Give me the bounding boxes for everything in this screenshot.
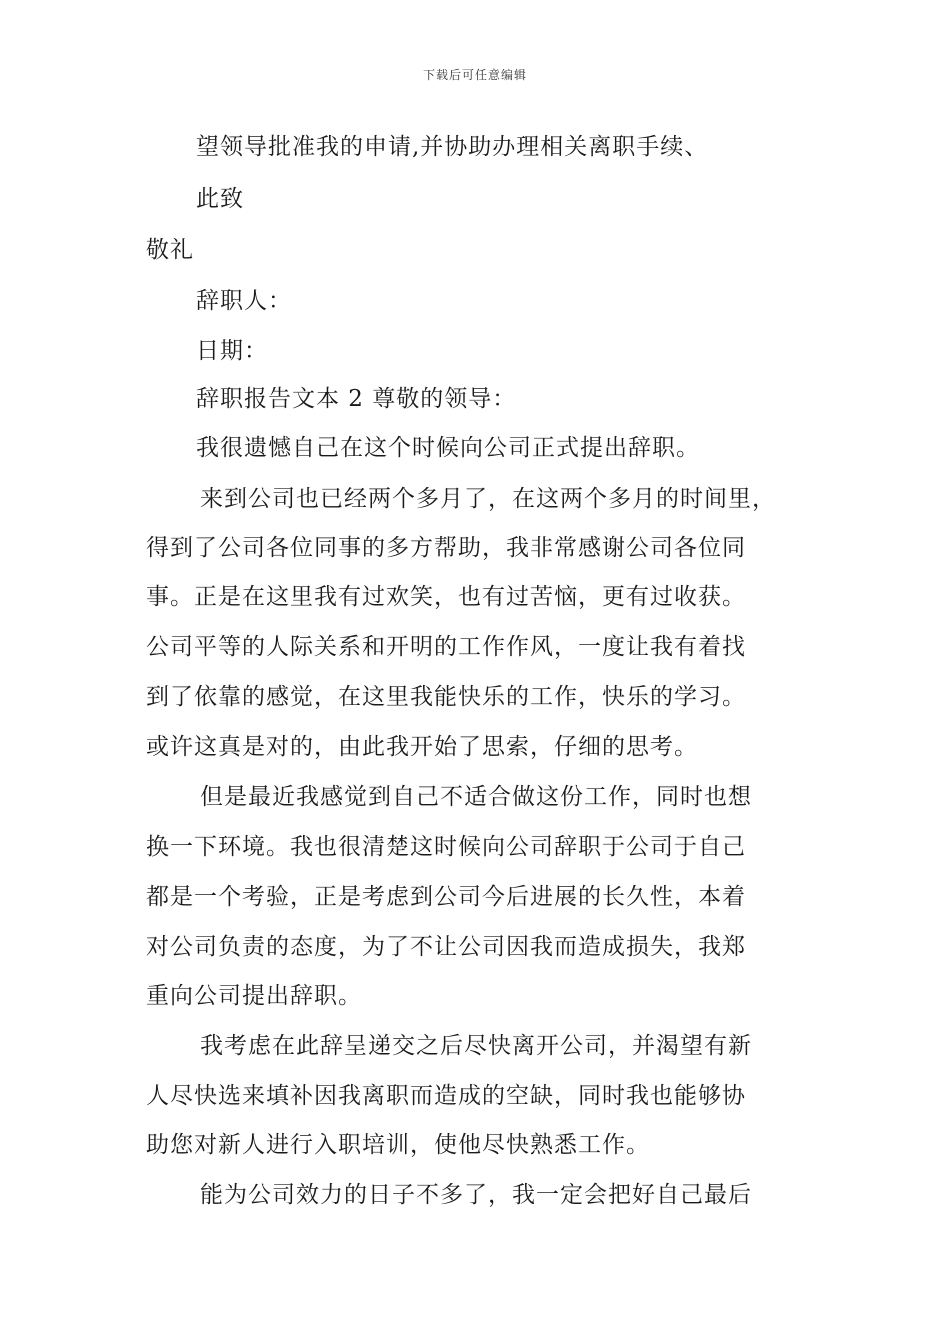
- body-line: 来到公司也已经两个多月了，在这两个多月的时间里，: [200, 486, 776, 512]
- body-line: 人尽快选来填补因我离职而造成的空缺，同时我也能够协: [146, 1083, 746, 1109]
- body-line: 都是一个考验，正是考虑到公司今后进展的长久性，本着: [146, 884, 746, 910]
- body-line: 换一下环境。我也很清楚这时候向公司辞职于公司于自己: [146, 834, 746, 860]
- body-line: 公司平等的人际关系和开明的工作作风，一度让我有着找: [146, 634, 746, 660]
- body-line: 此致: [196, 186, 244, 212]
- body-line: 助您对新人进行入职培训，使他尽快熟悉工作。: [146, 1132, 650, 1158]
- body-line: 得到了公司各位同事的多方帮助，我非常感谢公司各位同: [146, 535, 746, 561]
- body-line: 重向公司提出辞职。: [146, 983, 362, 1009]
- body-line: 日期：: [196, 338, 268, 364]
- body-line: 但是最近我感觉到自己不适合做这份工作，同时也想: [200, 784, 752, 810]
- page-header: 下载后可任意编辑: [422, 68, 527, 82]
- body-line: 或许这真是对的，由此我开始了思索，仔细的思考。: [146, 734, 698, 760]
- body-line: 我考虑在此辞呈递交之后尽快离开公司，并渴望有新: [200, 1033, 752, 1059]
- body-line: 事。正是在这里我有过欢笑，也有过苦恼，更有过收获。: [146, 584, 746, 610]
- body-line: 我很遗憾自己在这个时候向公司正式提出辞职。: [196, 435, 700, 461]
- body-line: 能为公司效力的日子不多了，我一定会把好自己最后: [200, 1182, 752, 1208]
- body-line: 敬礼: [146, 237, 194, 263]
- body-line: 对公司负责的态度，为了不让公司因我而造成损失，我郑: [146, 934, 746, 960]
- body-line: 辞职报告文本 2 尊敬的领导：: [196, 386, 517, 412]
- body-line: 到了依靠的感觉，在这里我能快乐的工作，快乐的学习。: [146, 684, 746, 710]
- body-line: 望领导批准我的申请,并协助办理相关离职手续、: [196, 134, 709, 160]
- body-line: 辞职人：: [196, 288, 292, 314]
